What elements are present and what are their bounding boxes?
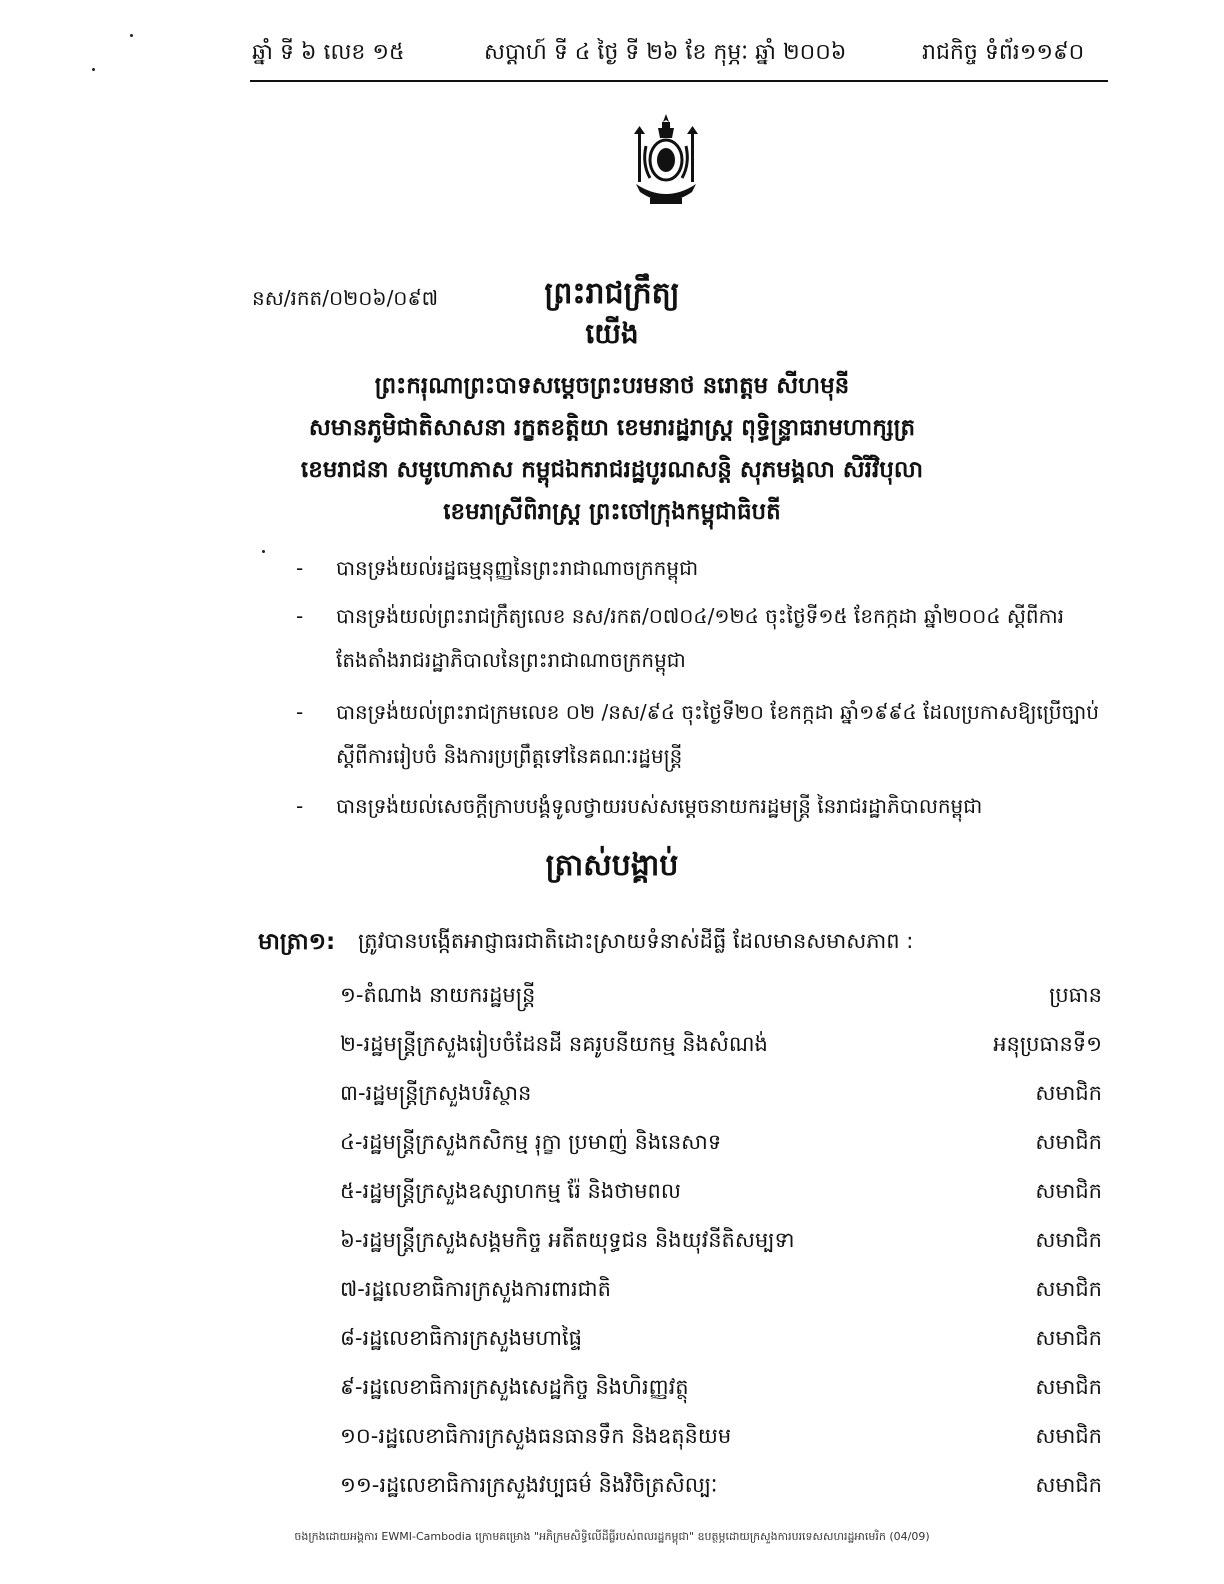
consideration-item: បានទ្រង់យល់ព្រះរាជក្រមលេខ ០២ /នស/៩៤ ចុះថ្ងៃទី២០ ខែកក្កដា ឆ្នាំ១៩៩៤ ដែលប្រកាសឱ្យប្រើច្បាប់ស្តីពីការរៀបចំ និងការប្រព្រឹត្តទៅនៃគណៈរដ្ឋមន្ត្រី [336,700,1099,768]
member-name: ៤-រដ្ឋមន្ត្រីក្រសួងកសិកម្ម រុក្ខា ប្រមាញ់ និងនេសាទ [340,1130,722,1154]
member-role: អនុប្រធានទី១ [993,1032,1102,1056]
scan-speck [130,34,133,37]
decree-reference-number: នស/រកត/០២០៦/០៩៧ [252,286,439,310]
bullet-dash: - [296,700,304,724]
member-name: ៦-រដ្ឋមន្ត្រីក្រសួងសង្គមកិច្ច អតីតយុទ្ធជន និងយុវនីតិសម្បទា [340,1228,795,1252]
bullet-dash: - [296,556,304,580]
royal-coat-of-arms-icon [628,112,704,212]
consideration-item: បានទ្រង់យល់រដ្ឋធម្មនុញ្ញនៃព្រះរាជាណាចក្រកម្ពុជា [336,556,699,580]
member-name: ១១-រដ្ឋលេខាធិការក្រសួងវប្បធម៌ និងវិចិត្រសិល្បៈ [340,1473,718,1497]
member-role: សមាជិក [1035,1326,1102,1350]
member-name: ២-រដ្ឋមន្ត្រីក្រសួងរៀបចំដែនដី នគរូបនីយកម្ម និងសំណង់ [340,1032,768,1056]
member-role: សមាជិក [1035,1081,1102,1105]
member-role: សមាជិក [1035,1424,1102,1448]
header-divider [250,80,1108,82]
authority-line: ខេមរាជនា សមូហោភាស កម្ពុជឯករាជរដ្ឋបូរណសន្តិ សុភមង្គលា សិរីវិបុលា [300,457,924,483]
member-role: សមាជិក [1035,1179,1102,1203]
member-role: ប្រធាន [1049,983,1102,1007]
member-role: សមាជិក [1035,1473,1102,1497]
gazette-page: រាជកិច្ច ទំព័រ១១៩០ [922,40,1085,65]
decree-title: ព្រះរាជក្រឹត្យ [544,276,680,311]
member-name: ១០-រដ្ឋលេខាធិការក្រសួងធនធានទឹក និងឧតុនិយម [340,1424,732,1448]
member-name: ៣-រដ្ឋមន្ត្រីក្រសួងបរិស្ថាន [340,1081,532,1105]
member-name: ១-តំណាង នាយករដ្ឋមន្ត្រី [340,983,536,1007]
authority-line: ខេមរាស្រីពិរាស្ត្រ ព្រះចៅក្រុងកម្ពុជាធិបតី [443,499,781,525]
article-label: មាត្រា១: [258,929,336,955]
gazette-year-issue: ឆ្នាំ ទី ៦ លេខ ១៥ [252,40,405,65]
article-text: ត្រូវបានបង្កើតអាជ្ញាធរជាតិដោះស្រាយទំនាស់ដីធ្លី ដែលមានសមាសភាព : [358,929,914,953]
member-name: ៩-រដ្ឋលេខាធិការក្រសួងសេដ្ឋកិច្ច និងហិរញ្ញវត្ថុ [340,1375,689,1399]
bullet-dash: - [296,604,304,628]
bullet-dash: - [296,794,304,818]
consideration-item: បានទ្រង់យល់សេចក្តីក្រាបបង្គំទូលថ្វាយរបស់សម្តេចនាយករដ្ឋមន្ត្រី នៃរាជរដ្ឋាភិបាលកម្ពុជា [336,794,983,818]
member-name: ៥-រដ្ឋមន្ត្រីក្រសួងឧស្សាហកម្ម រ៉ែ និងថាមពល [340,1179,681,1203]
scan-speck [92,68,95,71]
member-role: សមាជិក [1035,1228,1102,1252]
authority-line: សមានភូមិជាតិសាសនា រក្ខតខត្តិយា ខេមរារដ្ឋរាស្ត្រ ពុទ្ធិន្ទ្រាធរាមហាក្សត្រ [308,415,916,441]
member-name: ៧-រដ្ឋលេខាធិការក្រសួងការពារជាតិ [340,1277,612,1301]
member-role: សមាជិក [1035,1375,1102,1399]
page-footer: ចងក្រងដោយអង្គការ EWMI-Cambodia ក្រោមគម្រោង "អភិក្រមសិទ្ធិលើដីធ្លីរបស់ពលរដ្ឋកម្ពុជា" ឧបត្ថម្ភដោយក្រសួងការបរទេសសហរដ្ឋអាមេរិក (04/09) [294,1530,930,1543]
member-name: ៨-រដ្ឋលេខាធិការក្រសួងមហាផ្ទៃ [340,1326,582,1350]
authority-line: ព្រះករុណាព្រះបាទសម្តេចព្រះបរមនាថ នរោត្តម សីហមុនី [374,373,850,399]
consideration-item: បានទ្រង់យល់ព្រះរាជក្រឹត្យលេខ នស/រកត/០៧០៤/១២៤ ចុះថ្ងៃទី១៥ ខែកក្កដា ឆ្នាំ២០០៤ ស្តីពីការតែងតាំងរាជរដ្ឋាភិបាលនៃព្រះរាជាណាចក្រកម្ពុជា [336,604,1064,672]
decree-subtitle: យើង [585,317,639,350]
member-role: សមាជិក [1035,1130,1102,1154]
decree-heading: ត្រាស់បង្គាប់ [545,848,679,883]
gazette-date: សប្តាហ៍ ទី ៤ ថ្ងៃ ទី ២៦ ខែ កុម្ភៈ ឆ្នាំ ២០០៦ [484,40,847,65]
member-role: សមាជិក [1035,1277,1102,1301]
scan-speck [262,550,265,553]
